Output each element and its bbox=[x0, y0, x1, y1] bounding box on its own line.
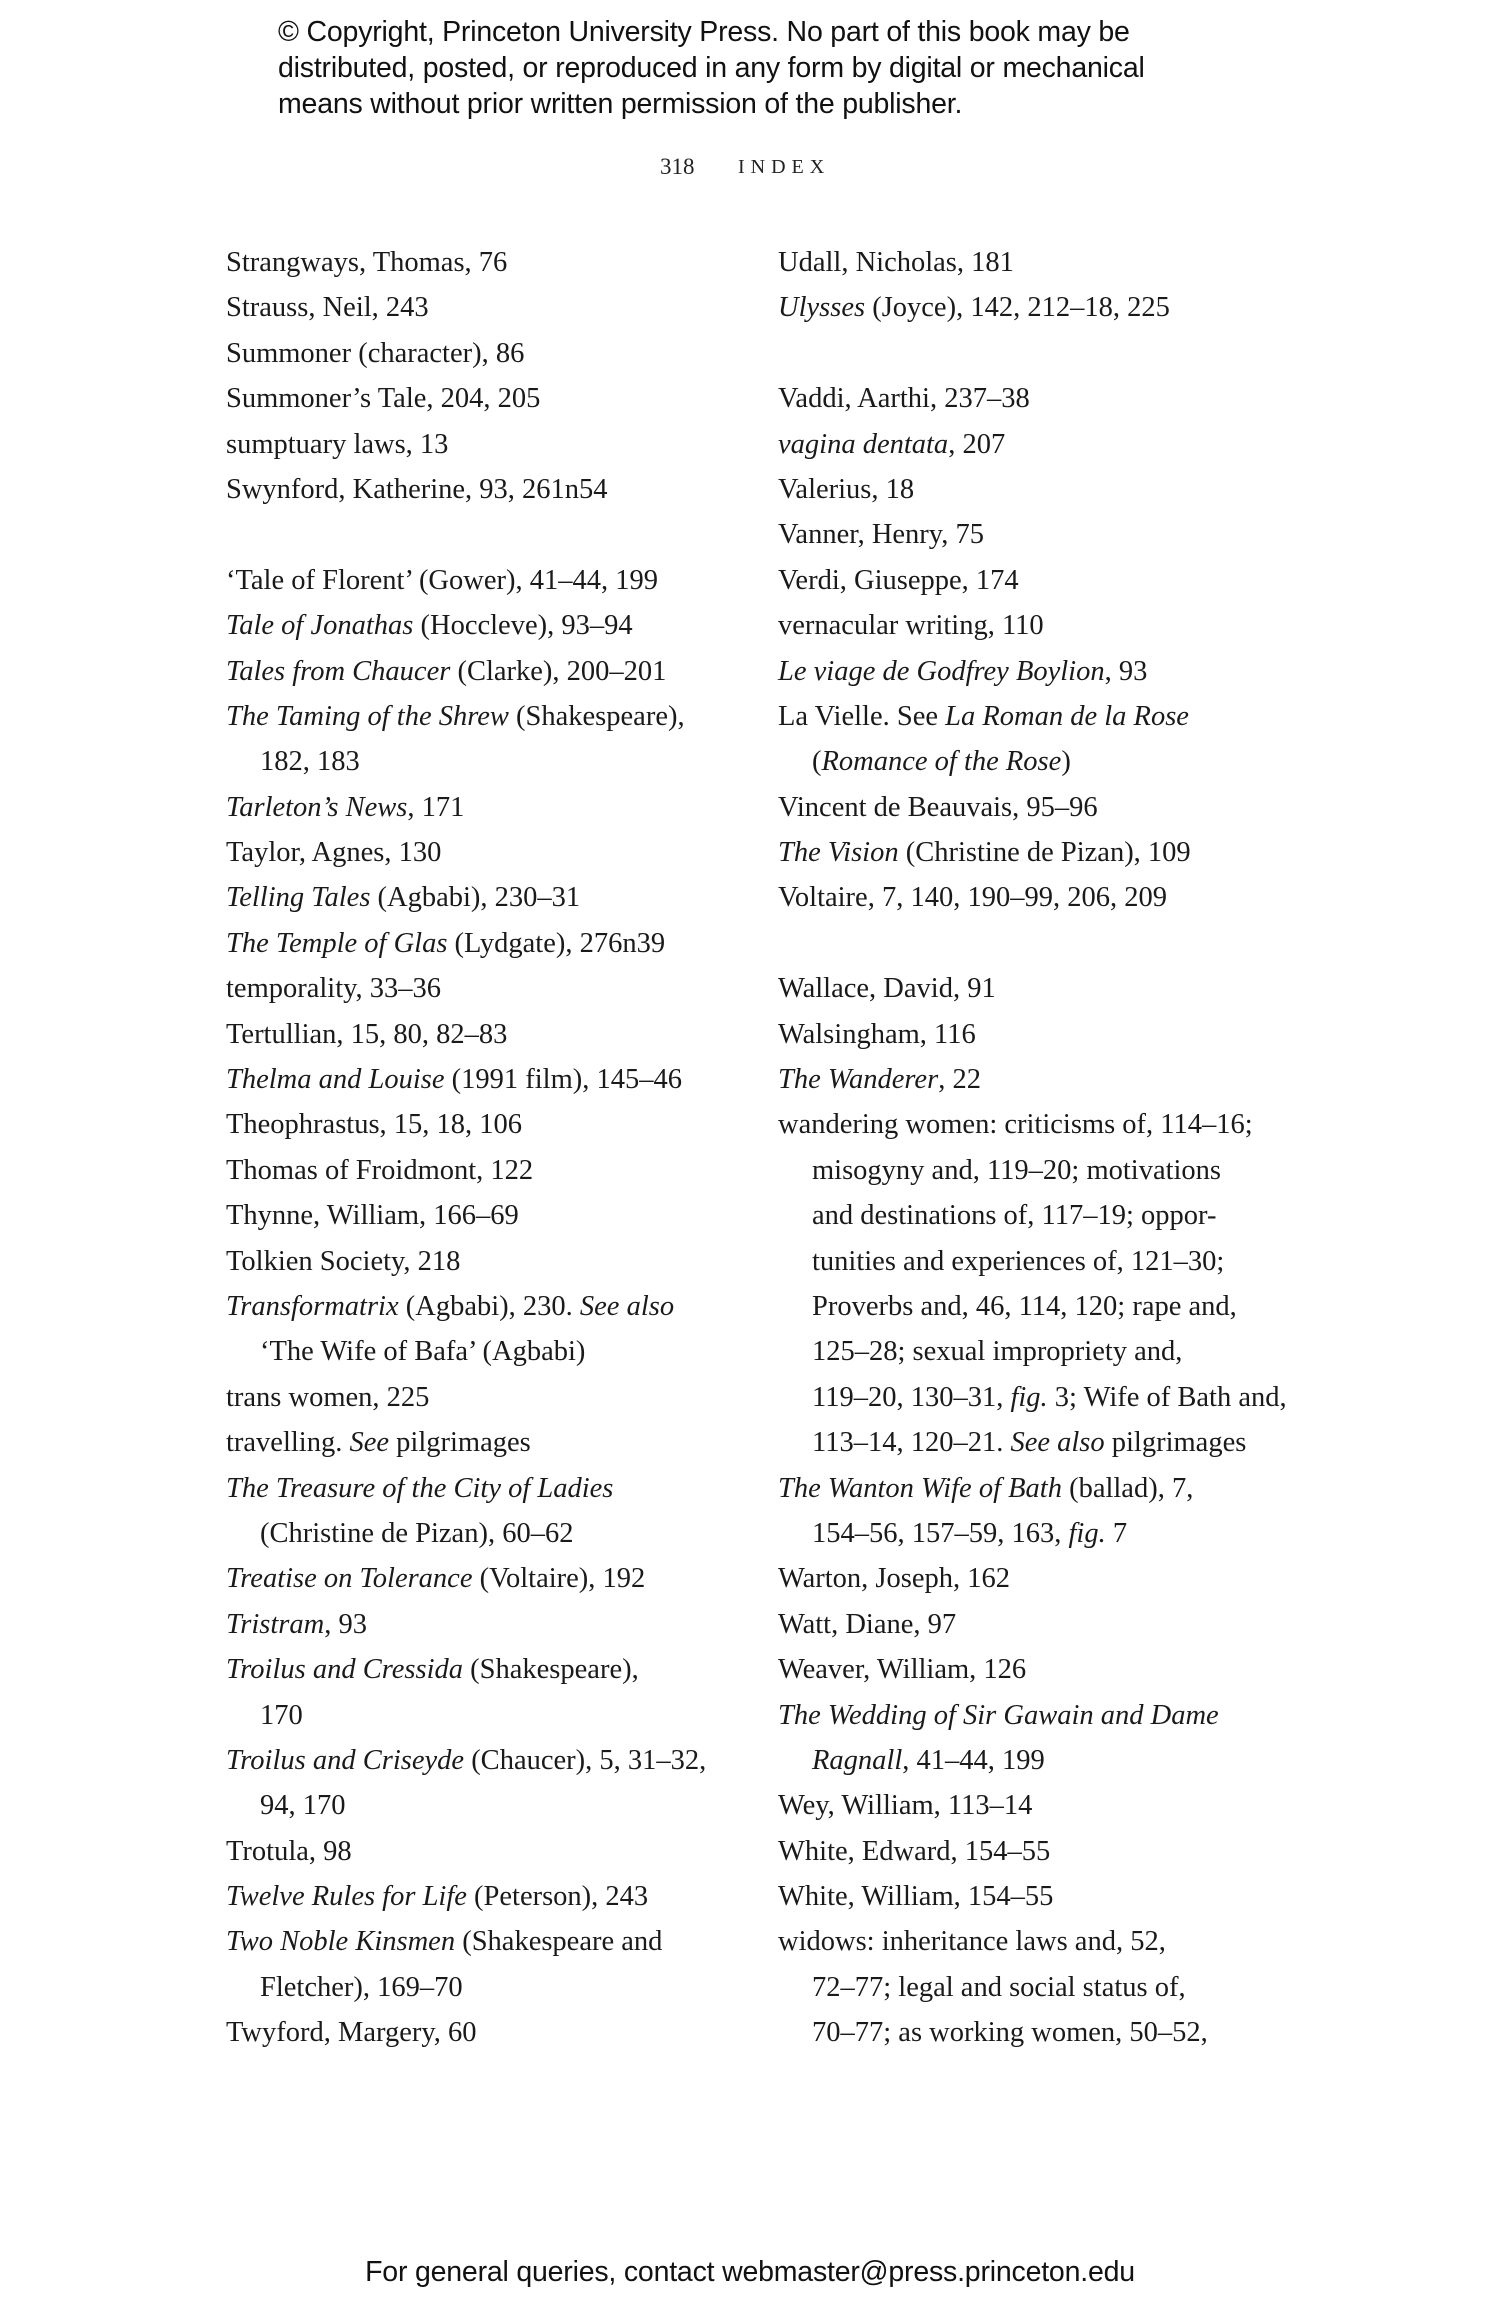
index-entry bbox=[226, 1829, 766, 1874]
index-entry bbox=[226, 1420, 766, 1465]
entry-text: (Joyce), 142, 212–18, 225 bbox=[865, 292, 1170, 324]
entry-text: Fletcher), 169–70 bbox=[260, 1971, 463, 2003]
page-number: 318 bbox=[660, 154, 695, 179]
index-entry bbox=[778, 1057, 1318, 1102]
index-entry bbox=[226, 1057, 766, 1102]
index-entry bbox=[226, 422, 766, 467]
entry-text: Valerius, 18 bbox=[778, 473, 915, 505]
index-entry bbox=[226, 558, 766, 603]
entry-text: 154–56, 157–59, 163, bbox=[812, 1517, 1069, 1549]
index-entry bbox=[778, 467, 1318, 512]
index-entry bbox=[226, 1284, 766, 1329]
entry-text: Thynne, William, 166–69 bbox=[226, 1200, 519, 1232]
entry-text: (Voltaire), 192 bbox=[472, 1563, 646, 1595]
index-entry bbox=[226, 1647, 766, 1692]
entry-text: , 93 bbox=[1104, 655, 1148, 687]
italic-title-text: Thelma and Louise bbox=[226, 1064, 445, 1096]
index-entry bbox=[226, 1012, 766, 1057]
entry-text: , 41–44, 199 bbox=[902, 1744, 1045, 1776]
entry-text: La Vielle. See bbox=[778, 700, 946, 732]
index-entry bbox=[226, 1919, 766, 1964]
entry-text: , 171 bbox=[407, 791, 465, 823]
entry-text: tunities and experiences of, 121–30; bbox=[812, 1245, 1225, 1277]
entry-text: widows: inheritance laws and, 52, bbox=[778, 1926, 1166, 1958]
index-entry bbox=[778, 240, 1318, 285]
italic-title-text: The Temple of Glas bbox=[226, 927, 448, 959]
entry-text: , 22 bbox=[938, 1064, 981, 1096]
section-title: INDEX bbox=[738, 156, 831, 178]
index-entry bbox=[778, 649, 1318, 694]
index-entry-continuation bbox=[778, 1148, 1318, 1193]
entry-text: (1991 film), 145–46 bbox=[444, 1064, 682, 1096]
entry-text: Theophrastus, 15, 18, 106 bbox=[226, 1109, 523, 1141]
italic-title-text: The Vision bbox=[778, 837, 899, 869]
index-entry bbox=[226, 2010, 766, 2055]
entry-text: Watt, Diane, 97 bbox=[778, 1608, 957, 1640]
italic-title-text: Telling Tales bbox=[226, 882, 371, 914]
index-entry-continuation bbox=[778, 1420, 1318, 1465]
entry-text: pilgrimages bbox=[389, 1427, 531, 1459]
entry-text: White, Edward, 154–55 bbox=[778, 1835, 1051, 1867]
entry-spacer bbox=[778, 921, 1318, 966]
index-entry bbox=[778, 422, 1318, 467]
index-entry bbox=[778, 1829, 1318, 1874]
index-entry-continuation bbox=[226, 1511, 766, 1556]
entry-text: (Christine de Pizan), 60–62 bbox=[260, 1517, 574, 1549]
entry-text: (Hoccleve), 93–94 bbox=[413, 610, 633, 642]
italic-title-text: Le viage de Godfrey Boylion bbox=[778, 655, 1105, 687]
index-entry bbox=[226, 649, 766, 694]
index-entry-continuation bbox=[778, 1511, 1318, 1556]
entry-text: , 207 bbox=[948, 428, 1006, 460]
index-entry bbox=[226, 966, 766, 1011]
entry-text: Strauss, Neil, 243 bbox=[226, 292, 429, 324]
index-entry bbox=[778, 694, 1318, 739]
index-entry bbox=[226, 1556, 766, 1601]
italic-title-text: Transformatrix bbox=[226, 1290, 399, 1322]
entry-text: (ballad), 7, bbox=[1061, 1472, 1194, 1504]
italic-title-text: fig. bbox=[1068, 1517, 1106, 1549]
italic-title-text: Two Noble Kinsmen bbox=[226, 1926, 456, 1958]
entry-spacer bbox=[226, 512, 766, 557]
italic-title-text: Ulysses bbox=[778, 292, 866, 324]
index-entry-continuation bbox=[778, 1239, 1318, 1284]
entry-text: Verdi, Giuseppe, 174 bbox=[778, 564, 1019, 596]
entry-text: Taylor, Agnes, 130 bbox=[226, 837, 442, 869]
copyright-line: © Copyright, Princeton University Press. No part of this book may be bbox=[278, 16, 1130, 48]
index-entry bbox=[778, 1466, 1318, 1511]
index-entry-continuation bbox=[778, 1193, 1318, 1238]
italic-title-text: Tristram bbox=[226, 1608, 325, 1640]
entry-text: Vincent de Beauvais, 95–96 bbox=[778, 791, 1098, 823]
entry-text: (Christine de Pizan), 109 bbox=[898, 837, 1191, 869]
italic-title-text: The Wedding of Sir Gawain and Dame bbox=[778, 1699, 1219, 1731]
entry-text: Proverbs and, 46, 114, 120; rape and, bbox=[812, 1290, 1237, 1322]
entry-text: ‘Tale of Florent’ (Gower), 41–44, 199 bbox=[226, 564, 658, 596]
index-entry bbox=[226, 1738, 766, 1783]
entry-text: Tolkien Society, 218 bbox=[226, 1245, 461, 1277]
index-entry bbox=[778, 558, 1318, 603]
entry-text: Tertullian, 15, 80, 82–83 bbox=[226, 1018, 508, 1050]
entry-text: sumptuary laws, 13 bbox=[226, 428, 449, 460]
italic-title-text: Tarleton’s News bbox=[226, 791, 408, 823]
entry-text: 72–77; legal and social status of, bbox=[812, 1971, 1186, 2003]
index-entry-continuation bbox=[778, 739, 1318, 784]
entry-text: Wallace, David, 91 bbox=[778, 973, 996, 1005]
italic-title-text: Twelve Rules for Life bbox=[226, 1881, 467, 1913]
entry-text: (Lydgate), 276n39 bbox=[447, 927, 666, 959]
entry-text: Udall, Nicholas, 181 bbox=[778, 247, 1014, 278]
footer-contact: For general queries, contact webmaster@press.princeton.edu bbox=[365, 2256, 1135, 2288]
index-entry bbox=[778, 830, 1318, 875]
entry-text: Wey, William, 113–14 bbox=[778, 1790, 1033, 1822]
entry-text: trans women, 225 bbox=[226, 1381, 430, 1413]
index-entry-continuation bbox=[778, 1738, 1318, 1783]
index-entry bbox=[778, 875, 1318, 920]
index-entry-continuation bbox=[778, 2010, 1318, 2055]
index-entry bbox=[226, 1193, 766, 1238]
copyright-line: means without prior written permission of the publisher. bbox=[278, 88, 963, 120]
italic-title-text: vagina dentata bbox=[778, 428, 949, 460]
index-entry bbox=[778, 1919, 1318, 1964]
italic-title-text: Tale of Jonathas bbox=[226, 610, 414, 642]
italic-title-text: See bbox=[349, 1427, 390, 1459]
index-entry bbox=[778, 1602, 1318, 1647]
entry-text: wandering women: criticisms of, 114–16; bbox=[778, 1109, 1253, 1141]
entry-text: White, William, 154–55 bbox=[778, 1881, 1054, 1913]
copyright-line: distributed, posted, or reproduced in any form by digital or mechanical bbox=[278, 52, 1145, 84]
italic-title-text: The Wanderer bbox=[778, 1064, 939, 1096]
italic-title-text: Treatise on Tolerance bbox=[226, 1563, 473, 1595]
index-entry-continuation bbox=[778, 1329, 1318, 1374]
index-entry bbox=[226, 603, 766, 648]
index-entry bbox=[778, 512, 1318, 557]
entry-text: Walsingham, 116 bbox=[778, 1018, 976, 1050]
index-entry bbox=[778, 1012, 1318, 1057]
index-entry bbox=[226, 1148, 766, 1193]
index-entry bbox=[226, 830, 766, 875]
entry-text: 70–77; as working women, 50–52, bbox=[812, 2017, 1208, 2049]
entry-text: 119–20, 130–31, bbox=[812, 1381, 1011, 1413]
index-entry-continuation bbox=[226, 1693, 766, 1738]
index-entry bbox=[226, 467, 766, 512]
italic-title-text: Tales from Chaucer bbox=[226, 655, 451, 687]
entry-text: Warton, Joseph, 162 bbox=[778, 1563, 1011, 1595]
entry-text: Trotula, 98 bbox=[226, 1835, 352, 1867]
index-entry bbox=[778, 1874, 1318, 1919]
entry-text: , 93 bbox=[324, 1608, 367, 1640]
italic-title-text: Ragnall bbox=[812, 1744, 903, 1776]
index-entry bbox=[226, 875, 766, 920]
italic-title-text: The Taming of the Shrew bbox=[226, 700, 509, 732]
italic-title-text: See also bbox=[579, 1290, 675, 1322]
index-entry bbox=[778, 1783, 1318, 1828]
entry-text: 94, 170 bbox=[260, 1790, 346, 1822]
index-entry bbox=[778, 1693, 1318, 1738]
entry-text: Thomas of Froidmont, 122 bbox=[226, 1154, 534, 1186]
index-entry bbox=[226, 331, 766, 376]
entry-text: misogyny and, 119–20; motivations bbox=[812, 1154, 1222, 1186]
index-entry bbox=[226, 376, 766, 421]
entry-text: 182, 183 bbox=[260, 746, 360, 778]
italic-title-text: The Treasure of the City of Ladies bbox=[226, 1472, 614, 1504]
index-entry bbox=[226, 1466, 766, 1511]
entry-text: temporality, 33–36 bbox=[226, 973, 442, 1005]
entry-text: 113–14, 120–21. bbox=[812, 1427, 1011, 1459]
index-entry bbox=[226, 1874, 766, 1919]
entry-text: ‘The Wife of Bafa’ (Agbabi) bbox=[260, 1336, 586, 1368]
entry-text: (Peterson), 243 bbox=[466, 1881, 649, 1913]
entry-text: 125–28; sexual impropriety and, bbox=[812, 1336, 1183, 1368]
index-column-right bbox=[778, 240, 1318, 2056]
index-entry bbox=[226, 1239, 766, 1284]
entry-text: vernacular writing, 110 bbox=[778, 610, 1044, 642]
index-entry bbox=[778, 603, 1318, 648]
index-entry bbox=[778, 1647, 1318, 1692]
italic-title-text: See also bbox=[1010, 1427, 1105, 1459]
entry-text: ) bbox=[1061, 746, 1071, 778]
entry-text: (Chaucer), 5, 31–32, bbox=[464, 1744, 707, 1776]
index-entry-continuation bbox=[226, 1783, 766, 1828]
entry-text: pilgrimages bbox=[1104, 1427, 1247, 1459]
italic-title-text: Troilus and Cressida bbox=[226, 1654, 464, 1686]
index-entry bbox=[778, 1556, 1318, 1601]
entry-text: Twyford, Margery, 60 bbox=[226, 2017, 477, 2049]
entry-text: Summoner (character), 86 bbox=[226, 337, 525, 369]
index-entry bbox=[226, 1375, 766, 1420]
entry-text: travelling. bbox=[226, 1427, 350, 1459]
italic-title-text: Romance of the Rose bbox=[821, 746, 1062, 778]
index-column-left bbox=[226, 240, 766, 2056]
index-entry bbox=[778, 785, 1318, 830]
index-entry bbox=[778, 1102, 1318, 1147]
italic-title-text: The Wanton Wife of Bath bbox=[778, 1472, 1062, 1504]
entry-text: Vaddi, Aarthi, 237–38 bbox=[778, 383, 1030, 415]
index-entry-continuation bbox=[778, 1284, 1318, 1329]
index-entry bbox=[226, 785, 766, 830]
entry-text: Voltaire, 7, 140, 190–99, 206, 209 bbox=[778, 882, 1167, 914]
entry-text: and destinations of, 117–19; oppor- bbox=[812, 1200, 1217, 1232]
index-entry bbox=[778, 376, 1318, 421]
italic-title-text: La Roman de la Rose bbox=[945, 700, 1189, 732]
entry-text: 7 bbox=[1105, 1517, 1128, 1549]
entry-spacer bbox=[778, 331, 1318, 376]
index-entry bbox=[226, 921, 766, 966]
entry-text: Weaver, William, 126 bbox=[778, 1654, 1027, 1686]
entry-text: Vanner, Henry, 75 bbox=[778, 519, 984, 551]
index-entry bbox=[226, 1102, 766, 1147]
index-entry bbox=[226, 285, 766, 330]
index-entry bbox=[778, 285, 1318, 330]
entry-text: (Shakespeare), bbox=[508, 700, 685, 732]
index-entry-continuation bbox=[226, 1329, 766, 1374]
copyright-notice bbox=[278, 14, 1278, 122]
entry-text: (Shakespeare and bbox=[455, 1926, 663, 1958]
index-entry-continuation bbox=[226, 739, 766, 784]
entry-text: 3; Wife of Bath and, bbox=[1047, 1381, 1287, 1413]
index-entry-continuation bbox=[778, 1375, 1318, 1420]
index-entry bbox=[778, 966, 1318, 1011]
italic-title-text: Troilus and Criseyde bbox=[226, 1744, 465, 1776]
entry-text: ( bbox=[812, 746, 822, 778]
entry-text: 170 bbox=[260, 1699, 303, 1731]
index-entry-continuation bbox=[778, 1965, 1318, 2010]
index-entry bbox=[226, 240, 766, 285]
entry-text: (Agbabi), 230–31 bbox=[370, 882, 581, 914]
entry-text: Swynford, Katherine, 93, 261n54 bbox=[226, 473, 608, 505]
index-entry bbox=[226, 694, 766, 739]
index-entry-continuation bbox=[226, 1965, 766, 2010]
entry-text: (Clarke), 200–201 bbox=[450, 655, 667, 687]
entry-text: Summoner’s Tale, 204, 205 bbox=[226, 383, 541, 415]
italic-title-text: fig. bbox=[1010, 1381, 1048, 1413]
index-entry bbox=[226, 1602, 766, 1647]
entry-text: (Agbabi), 230. bbox=[398, 1290, 580, 1322]
entry-text: Strangways, Thomas, 76 bbox=[226, 247, 508, 278]
entry-text: (Shakespeare), bbox=[463, 1654, 639, 1686]
